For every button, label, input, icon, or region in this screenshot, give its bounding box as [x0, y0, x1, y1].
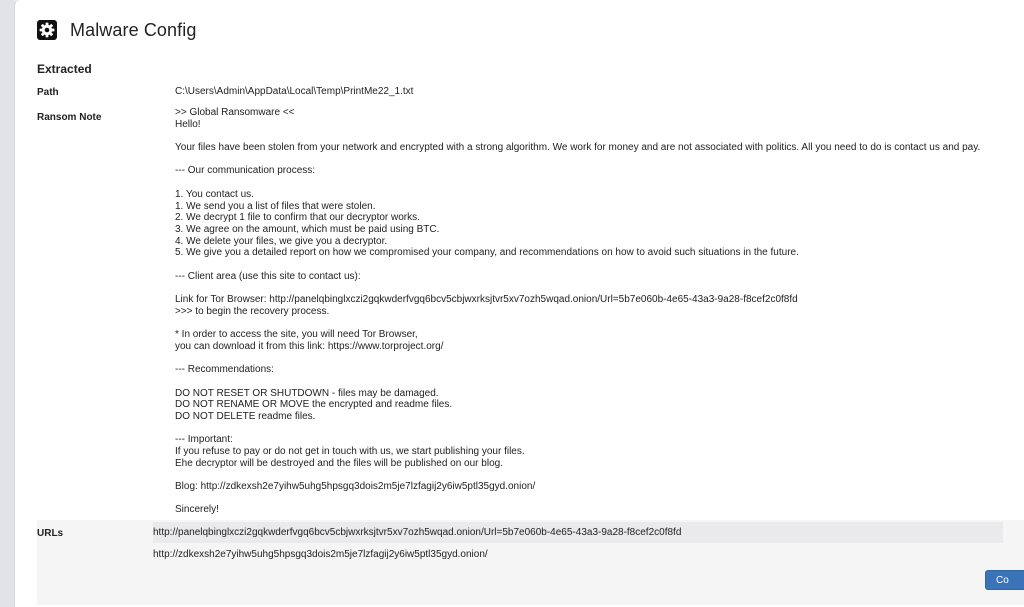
url-text: http://zdkexsh2e7yihw5uhg5hpsgq3dois2m5je7lzfagij2y6iw5ptl35gyd.onion/ — [153, 549, 488, 560]
ransom-note-line: >> Global Ransomware << — [175, 107, 295, 118]
url-item[interactable] — [153, 522, 1003, 543]
url-text: http://panelqbinglxczi2gqkwderfvgq6bcv5cbjwxrksjtvr5xv7ozh5wqad.onion/Url=5b7e060b-4e65-43a3-9a28-f8cef2c0f8fd — [153, 527, 682, 538]
ransom-note-line — [175, 469, 1024, 481]
ransom-note-line: --- Recommendations: — [175, 364, 274, 376]
ransom-note-line — [175, 376, 1024, 388]
ransom-note-line: 2. We decrypt 1 file to confirm that our decryptor works. — [175, 212, 420, 224]
ransom-note-text — [175, 107, 1024, 516]
ransom-note-line: --- Important: — [175, 434, 233, 446]
ransom-note-line — [175, 177, 1024, 189]
ransom-note-line: Blog: http://zdkexsh2e7yihw5uhg5hpsgq3dois2m5je7lzfagij2y6iw5ptl35gyd.onion/ — [175, 481, 536, 492]
path-value: C:\Users\Admin\AppData\Local\Temp\PrintMe22_1.txt — [175, 86, 414, 97]
ransom-note-line: 1. You contact us. — [175, 188, 254, 200]
ransom-note-line: --- Client area (use this site to contact us): — [175, 270, 361, 282]
ransom-note-line: 3. We agree on the amount, which must be paid using BTC. — [175, 223, 440, 235]
ransom-note-line: Ehe decryptor will be destroyed and the files will be published on our blog. — [175, 457, 503, 469]
ransom-note-line: --- Our communication process: — [175, 165, 316, 177]
ransom-note-line — [175, 259, 1024, 271]
ransom-note-label: Ransom Note — [37, 112, 102, 123]
url-item[interactable] — [153, 544, 1003, 565]
ransom-note-line — [175, 130, 1024, 142]
section-title-extracted: Extracted — [37, 62, 92, 76]
ransom-note-line: 4. We delete your files, we give you a decryptor. — [175, 235, 388, 247]
ransom-note-line — [175, 282, 1024, 294]
urls-label: URLs — [37, 528, 64, 539]
ransom-note-line: >>> to begin the recovery process. — [175, 305, 330, 317]
page-title: Malware Config — [70, 19, 197, 40]
gear-icon — [37, 20, 57, 40]
copy-button[interactable]: Co — [985, 570, 1024, 590]
ransom-note-line: Your files have been stolen from your network and encrypted with a strong algorithm. We work for money and are not associated with politics. All you need to do is contact us and pay. — [175, 142, 981, 154]
ransom-note-line — [175, 423, 1024, 435]
malware-config-panel — [14, 0, 1024, 607]
ransom-note-line: Hello! — [175, 118, 201, 130]
ransom-note-line — [175, 317, 1024, 329]
ransom-note-line: DO NOT DELETE readme files. — [175, 410, 316, 422]
ransom-note-line: If you refuse to pay or do not get in touch with us, we start publishing your files. — [175, 445, 525, 457]
ransom-note-line: Sincerely! — [175, 504, 219, 516]
ransom-note-line: DO NOT RENAME OR MOVE the encrypted and readme files. — [175, 399, 453, 411]
ransom-note-line: * In order to access the site, you will need Tor Browser, — [175, 329, 418, 341]
ransom-note-line — [175, 493, 1024, 505]
path-label: Path — [37, 87, 59, 98]
ransom-note-line — [175, 352, 1024, 364]
ransom-note-line: Link for Tor Browser: http://panelqbinglxczi2gqkwderfvgq6bcv5cbjwxrksjtvr5xv7ozh5wqad.onion/Url=5b7e060b-4e65-43a3-9a28-f8cef2c0f8fd — [175, 294, 798, 305]
ransom-note-line: 1. We send you a list of files that were stolen. — [175, 200, 376, 212]
ransom-note-line: 5. We give you a detailed report on how we compromised your company, and recommendations on how to avoid such situations in the future. — [175, 247, 799, 259]
ransom-note-line — [175, 154, 1024, 166]
left-background-strip — [0, 0, 14, 607]
ransom-note-line: you can download it from this link: https://www.torproject.org/ — [175, 340, 444, 352]
panel-header — [37, 14, 196, 46]
ransom-note-line: DO NOT RESET OR SHUTDOWN - files may be damaged. — [175, 387, 439, 399]
